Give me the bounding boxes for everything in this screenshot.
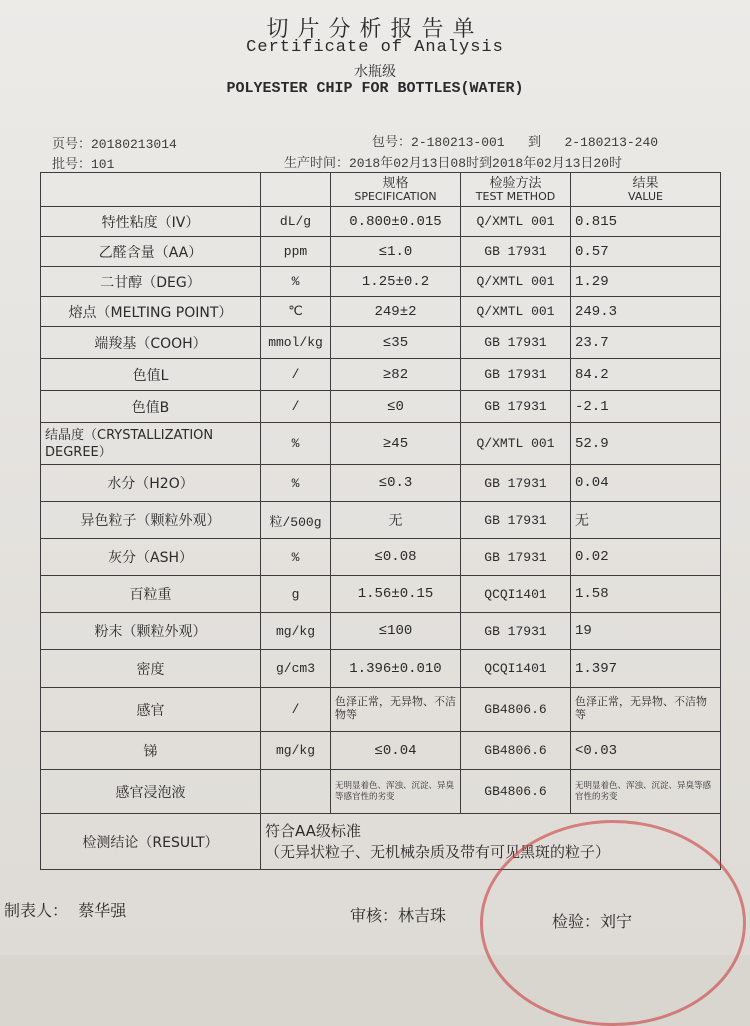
table-row (41, 327, 721, 359)
cell-spec: 色泽正常，无异物、不洁物等 (331, 688, 461, 732)
cell-value: 无 (571, 502, 721, 539)
cell-method: GB4806.6 (461, 770, 571, 814)
cell-spec: 1.56±0.15 (331, 576, 461, 613)
cell-value: 无明显着色、浑浊、沉淀、异臭等感官性的劣变 (571, 770, 721, 814)
cell-item: 结晶度（CRYSTALLIZATION DEGREE） (41, 423, 261, 465)
cell-method: Q/XMTL 001 (461, 423, 571, 465)
table-row (41, 770, 721, 814)
product-name: POLYESTER CHIP FOR BOTTLES(WATER) (226, 80, 524, 97)
cell-item: 特性粘度（IV） (41, 207, 261, 237)
package-from: 2-180213-001 (411, 135, 505, 150)
cell-unit: mmol/kg (261, 327, 331, 359)
cell-value: 0.04 (571, 465, 721, 502)
table-row (41, 207, 721, 237)
table-row (41, 576, 721, 613)
cell-unit: / (261, 359, 331, 391)
cell-method: GB4806.6 (461, 688, 571, 732)
cell-spec: 1.396±0.010 (331, 650, 461, 688)
cell-method: Q/XMTL 001 (461, 207, 571, 237)
table-row (41, 297, 721, 327)
cell-method: GB 17931 (461, 613, 571, 650)
preparer-label: 制表人： (4, 901, 69, 920)
cell-value: 1.397 (571, 650, 721, 688)
cell-method: GB 17931 (461, 502, 571, 539)
inspector: 检验：刘宁 (552, 912, 633, 931)
cell-unit: g/cm3 (261, 650, 331, 688)
cell-unit: g (261, 576, 331, 613)
cell-method: GB4806.6 (461, 732, 571, 770)
batch-number: 批号：101 (52, 157, 115, 172)
cell-spec: ≤1.0 (331, 237, 461, 267)
cell-spec: 1.25±0.2 (331, 267, 461, 297)
cell-item: 感官 (41, 688, 261, 732)
cell-spec: ≤0.04 (331, 732, 461, 770)
header-method (461, 173, 571, 207)
cell-spec: ≤0.3 (331, 465, 461, 502)
cell-unit: 粒/500g (261, 502, 331, 539)
cell-unit: / (261, 391, 331, 423)
cell-unit: ppm (261, 237, 331, 267)
cell-method: QCQI1401 (461, 576, 571, 613)
cell-method: GB 17931 (461, 237, 571, 267)
cell-spec: ≥82 (331, 359, 461, 391)
result-line-2: （无异状粒子、无机械杂质及带有可见黑斑的粒子） (265, 842, 611, 861)
cell-unit: % (261, 539, 331, 576)
table-header-row (41, 173, 721, 207)
cell-method: Q/XMTL 001 (461, 297, 571, 327)
cell-item: 感官浸泡液 (41, 770, 261, 814)
cell-value: 0.02 (571, 539, 721, 576)
package-to-label: 到 (528, 135, 542, 150)
cell-item: 灰分（ASH） (41, 539, 261, 576)
header-item (41, 173, 261, 207)
cell-item: 锑 (41, 732, 261, 770)
cell-spec: ≤100 (331, 613, 461, 650)
package-to: 2-180213-240 (564, 135, 659, 150)
cell-item: 二甘醇（DEG） (41, 267, 261, 297)
package-range (372, 131, 658, 150)
cell-spec: ≥45 (331, 423, 461, 465)
cell-value: 0.57 (571, 237, 721, 267)
product-grade: 水瓶级 (354, 64, 396, 80)
package-label: 包号： (372, 135, 412, 150)
cell-unit: % (261, 465, 331, 502)
header-method-en: TEST METHOD (475, 189, 556, 203)
table-row (41, 359, 721, 391)
cell-spec: 无明显着色、浑浊、沉淀、异臭等感官性的劣变 (331, 770, 461, 814)
table-row (41, 237, 721, 267)
cell-unit: mg/kg (261, 732, 331, 770)
cell-item: 异色粒子（颗粒外观） (41, 502, 261, 539)
cell-value: 色泽正常，无异物、不洁物等 (571, 688, 721, 732)
cell-value: 249.3 (571, 297, 721, 327)
page-number: 页号：20180213014 (52, 137, 177, 152)
table-row (41, 267, 721, 297)
cell-value: 52.9 (571, 423, 721, 465)
result-label: 检测结论（RESULT） (41, 814, 261, 870)
production-time: 生产时间：2018年02月13日08时到2018年02月13日20时 (284, 156, 623, 171)
cell-value: 19 (571, 613, 721, 650)
preparer (4, 898, 126, 921)
header-unit (261, 173, 331, 207)
cell-value: 1.58 (571, 576, 721, 613)
cell-spec: ≤35 (331, 327, 461, 359)
cell-item: 色值B (41, 391, 261, 423)
header-method-cn: 检验方法 (489, 175, 542, 191)
cell-value: <0.03 (571, 732, 721, 770)
table-row (41, 502, 721, 539)
result-line-1: 符合AA级标准 (265, 821, 361, 840)
cell-unit: % (261, 267, 331, 297)
table-row (41, 650, 721, 688)
cell-value: 84.2 (571, 359, 721, 391)
cell-item: 乙醛含量（AA） (41, 237, 261, 267)
cell-method: GB 17931 (461, 359, 571, 391)
table-row (41, 732, 721, 770)
cell-item: 粉末（颗粒外观） (41, 613, 261, 650)
cell-spec: ≤0.08 (331, 539, 461, 576)
cell-unit: dL/g (261, 207, 331, 237)
header-value (571, 173, 721, 207)
cell-item: 水分（H2O） (41, 465, 261, 502)
analysis-table (40, 172, 721, 870)
cell-value: -2.1 (571, 391, 721, 423)
cell-spec: 0.800±0.015 (331, 207, 461, 237)
cell-method: GB 17931 (461, 539, 571, 576)
cell-unit: % (261, 423, 331, 465)
cell-unit (261, 770, 331, 814)
header-spec-cn: 规格 (382, 175, 409, 191)
cell-item: 百粒重 (41, 576, 261, 613)
cell-item: 熔点（MELTING POINT） (41, 297, 261, 327)
cell-unit: / (261, 688, 331, 732)
cell-item: 色值L (41, 359, 261, 391)
cell-spec: ≤0 (331, 391, 461, 423)
cell-unit: ℃ (261, 297, 331, 327)
cell-method: GB 17931 (461, 391, 571, 423)
cell-method: QCQI1401 (461, 650, 571, 688)
cell-spec: 无 (331, 502, 461, 539)
cell-item: 密度 (41, 650, 261, 688)
cell-unit: mg/kg (261, 613, 331, 650)
header-value-en: VALUE (628, 189, 663, 203)
cell-method: GB 17931 (461, 465, 571, 502)
preparer-name: 蔡华强 (78, 901, 127, 920)
reviewer: 审核：林吉珠 (350, 906, 447, 925)
title-en: Certificate of Analysis (246, 38, 504, 57)
cell-value: 0.815 (571, 207, 721, 237)
cell-value: 23.7 (571, 327, 721, 359)
table-row (41, 423, 721, 465)
header-spec-en: SPECIFICATION (354, 189, 437, 203)
table-row (41, 465, 721, 502)
title-cn: 切片分析报告单 (266, 17, 484, 42)
table-row (41, 539, 721, 576)
table-row (41, 391, 721, 423)
table-row (41, 688, 721, 732)
header-spec (331, 173, 461, 207)
cell-method: Q/XMTL 001 (461, 267, 571, 297)
cell-value: 1.29 (571, 267, 721, 297)
cell-method: GB 17931 (461, 327, 571, 359)
cell-spec: 249±2 (331, 297, 461, 327)
table-row (41, 613, 721, 650)
header-value-cn: 结果 (632, 175, 659, 191)
cell-item: 端羧基（COOH） (41, 327, 261, 359)
